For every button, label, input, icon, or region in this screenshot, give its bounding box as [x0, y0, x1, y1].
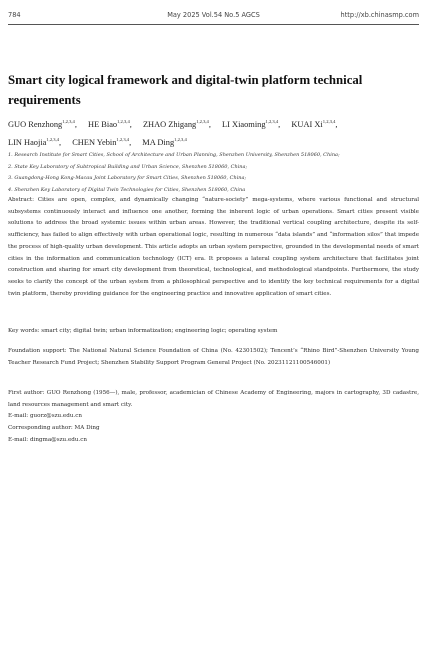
author-info — [8, 388, 419, 447]
author-affiliation-marks: 1,2,3,4 — [62, 119, 75, 124]
first-author-email[interactable]: E-mail: guorz@szu.edu.cn — [8, 413, 82, 420]
author-name: LIN Haojia — [8, 137, 47, 147]
journal-issue: May 2025 Vol.54 No.5 AGCS — [167, 11, 260, 19]
article-title: Smart city logical framework and digital-twin platform technical requirements — [8, 73, 363, 107]
author-affiliation-marks: 1,2,3,4 — [116, 136, 130, 142]
author-entry: HE Biao$^{1,2,3,4}$, — [88, 119, 132, 129]
author-affiliation-marks: 1,2,3,4 — [322, 119, 336, 124]
journal-website-link[interactable]: http://xb.chinasmp.com — [340, 11, 419, 19]
author-name: MA Ding — [142, 137, 175, 147]
corresponding-author-email[interactable]: E-mail: dingma@szu.edu.cn — [8, 436, 87, 443]
affiliation-list — [8, 150, 419, 196]
keywords: Key words: smart city; digital twin; urban informatization; engineering logic; operating system — [8, 328, 278, 334]
page-number: 784 — [8, 11, 21, 19]
author-name: LI Xiaoming — [222, 120, 266, 129]
author-entry: CHEN Yebin$^{1,2,3,4}$, — [72, 136, 132, 147]
author-affiliation-marks: 1,2,3,4 — [174, 136, 187, 142]
author-entry: ZHAO Zhigang$^{1,2,3,4}$, — [142, 119, 211, 129]
author-entry — [142, 138, 187, 147]
author-name: HE Biao — [88, 120, 118, 129]
author-entry: GUO Renzhong$^{1,2,3,4}$, — [8, 119, 77, 129]
author-affiliation-marks: 1,2,3,4 — [196, 119, 209, 124]
author-entry: LIN Haojia$^{1,2,3,4}$, — [8, 136, 62, 147]
affiliation-item: 1. Research Institute for Smart Cities, School of Architecture and Urban Planning, Shenzhen University, Shenzhen 518060, China; — [8, 152, 340, 158]
running-header — [8, 11, 419, 25]
author-name: GUO Renzhong — [8, 120, 63, 129]
author-entry: KUAI Xi$^{1,2,3,4}$, — [291, 119, 338, 129]
header-rule — [8, 24, 419, 25]
author-affiliation-marks: 1,2,3,4 — [265, 119, 279, 124]
author-affiliation-marks: 1,2,3,4 — [46, 136, 60, 142]
author-name: KUAI Xi — [291, 120, 323, 129]
affiliation-item: 2. State Key Laboratory of Subtropical Building and Urban Science, Shenzhen 518060, China; — [8, 163, 248, 170]
first-author-bio: First author: GUO Renzhong (1956—), male, professor, academician of Chinese Academy of Engineering, majors in cartography, 3D cadastre, land resources management and smart city. — [8, 390, 419, 408]
affiliation-item: 4. Shenzhen Key Laboratory of Digital Twin Technologies for Cities, Shenzhen 518060, China — [8, 186, 246, 193]
corresponding-author: Corresponding author: MA Ding — [8, 425, 100, 432]
foundation-support: Foundation support: The National Natural Science Foundation of China (No. 42301502); Tencent’s “Rhino Bird”-Shenzhen University Young Teacher Research Fund Project; Shenzhen Stability Support Program General Project (No. 20231121100546001) — [8, 348, 419, 366]
affiliation-item: 3. Guangdong-Hong Kong-Macau Joint Laboratory for Smart Cities, Shenzhen 518060, China; — [8, 175, 247, 182]
author-name: ZHAO Zhigang — [142, 120, 197, 129]
author-entry: LI Xiaoming$^{1,2,3,4}$, — [222, 119, 281, 129]
author-name: CHEN Yebin — [72, 137, 117, 147]
author-affiliation-marks: 1,2,3,4 — [117, 119, 130, 124]
author-list — [8, 115, 417, 150]
abstract: Abstract: Cities are open, complex, and dynamically changing “nature-society” mega-systems, where various functional and structural subsystems continuously interact and influence one another, forming the inherent logic of urban operations. Smart cities present visible solutions to address the broad systemic issues within urban areas. However, the traditional vertical coupling architecture, despite its self-sufficiency, has failed to align effectively with urban operational logic, resulting in numerous “data islands” and “information silos” that impede the process of high-quality urban development. This article adopts an urban system perspective, grounded in the developmental needs of smart cities in the information and communication technology (ICT) era. It proposes a lateral coupling system architecture that facilitates joint construction and sharing for smart city development from theoretical, technological, and methodological standpoints. Furthermore, the study seeks to clarify the concept of the urban system from a philosophical perspective and to identify the key technical requirements for a digital twin platform, thereby providing guidance for the engineering practice and innovative application of smart cities. — [8, 197, 419, 297]
